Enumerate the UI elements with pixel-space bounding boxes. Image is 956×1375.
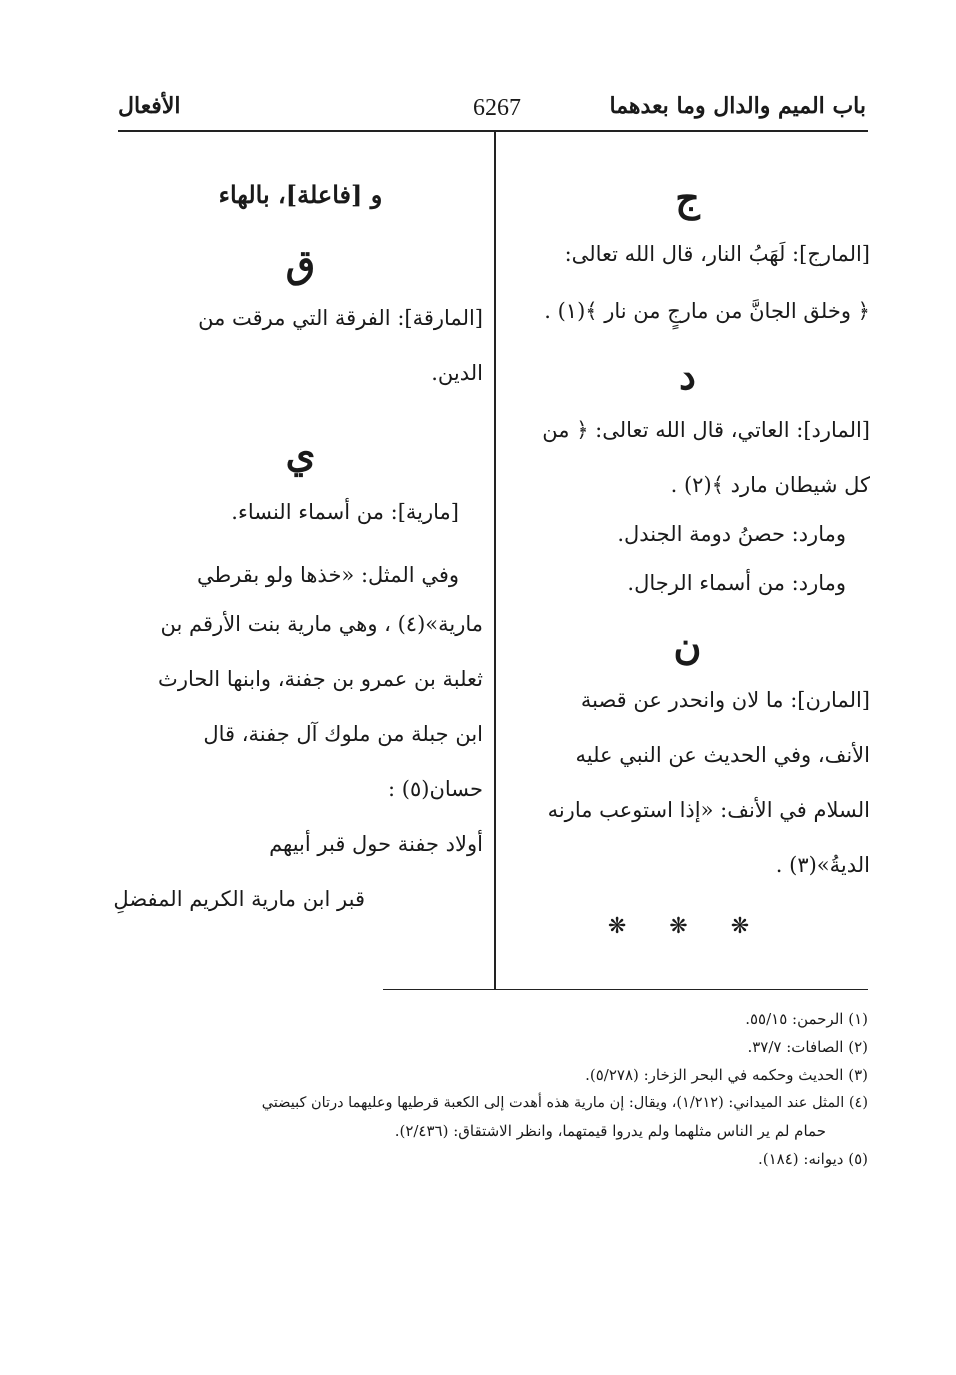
letter-ya: ي xyxy=(285,431,316,476)
feminine-heading: و [فاعلة]، بالهاء xyxy=(218,180,383,209)
chapter-title: باب الميم والدال وما بعدهما xyxy=(609,93,866,119)
letter-qaf: ق xyxy=(285,241,316,286)
letter-nun: ن xyxy=(673,623,702,668)
entry-mariqa-line2: الدين. xyxy=(431,361,483,385)
entry-mariya-line5: ابن جبلة من ملوك آل جفنة، قال xyxy=(203,722,483,746)
right-column xyxy=(505,175,870,942)
entry-marin-line3: السلام في الأنف: «إذا استوعب مارنه xyxy=(547,798,870,822)
left-column xyxy=(113,175,483,915)
entry-mariqa-line1: [المارقة]: الفرقة التي مرقت من xyxy=(198,306,483,330)
entry-mariya-line1: [مارية]: من أسماء النساء. xyxy=(231,500,459,524)
footnote-5: (٥) ديوانه: (١٨٤). xyxy=(757,1150,868,1168)
entry-marid-line2: كل شيطان مارد ﴾(٢) . xyxy=(670,473,870,497)
entry-marij-line1: [المارج]: لَهَبُ النار، قال الله تعالى: xyxy=(564,242,870,266)
footnote-2: (٢) الصافات: ٣٧/٧. xyxy=(747,1038,868,1056)
footnotes xyxy=(118,1005,868,1173)
entry-mariya-line2: وفي المثل: «خذها ولو بقرطي xyxy=(196,563,459,587)
footnote-4-continued: حمام لم ير الناس مثلهما ولم يدروا قيمتهما، وانظر الاشتقاق: (٢/٤٣٦). xyxy=(394,1122,826,1140)
section-title: الأفعال xyxy=(118,93,181,119)
entry-marin-line4: الديةُ»(٣) . xyxy=(775,853,870,877)
letter-jim: ج xyxy=(675,175,700,220)
page-number: 6267 xyxy=(473,95,521,121)
entry-marid-line1: [المارد]: العاتي، قال الله تعالى: ﴿ من xyxy=(542,418,870,442)
entry-mariya-line3: مارية»(٤) ، وهي مارية بنت الأرقم بن xyxy=(160,612,483,636)
footnote-4: (٤) المثل عند الميداني: (١/٢١٢)، ويقال: إن مارية هذه أهدت إلى الكعبة قرطيها وعليهما درتان كبيضتي xyxy=(261,1095,868,1111)
entry-marin-line1: [المارن]: ما لان وانحدر عن قصبة xyxy=(580,688,870,712)
verse-hemistich-2: قبر ابن مارية الكريم المفضلِ xyxy=(113,887,365,911)
section-end-stars: ❋ ❋ ❋ xyxy=(607,914,768,939)
entry-mariya-line6: حسان(٥) : xyxy=(388,777,483,801)
footnote-rule xyxy=(383,989,868,990)
page-header xyxy=(118,93,866,127)
entry-mariya-line4: ثعلبة بن عمرو بن جفنة، وابنها الحارث xyxy=(158,667,483,691)
entry-marid-line3: ومارد: حصنُ دومة الجندل. xyxy=(617,522,846,546)
column-divider xyxy=(494,131,496,989)
entry-marij-line2: ﴿ وخلق الجانَّ من مارجٍ من نار ﴾(١) . xyxy=(544,299,870,323)
letter-dal: د xyxy=(679,353,696,398)
verse-hemistich-1: أولاد جفنة حول قبر أبيهم xyxy=(269,832,483,856)
entry-marid-line4: ومارد: من أسماء الرجال. xyxy=(627,571,846,595)
footnote-3: (٣) الحديث وحكمه في البحر الزخار: (٥/٢٧٨). xyxy=(585,1066,868,1084)
footnote-1: (١) الرحمن: ٥٥/١٥. xyxy=(745,1010,868,1028)
entry-marin-line2: الأنف، وفي الحديث عن النبي عليه xyxy=(575,743,870,767)
header-rule xyxy=(118,130,868,132)
